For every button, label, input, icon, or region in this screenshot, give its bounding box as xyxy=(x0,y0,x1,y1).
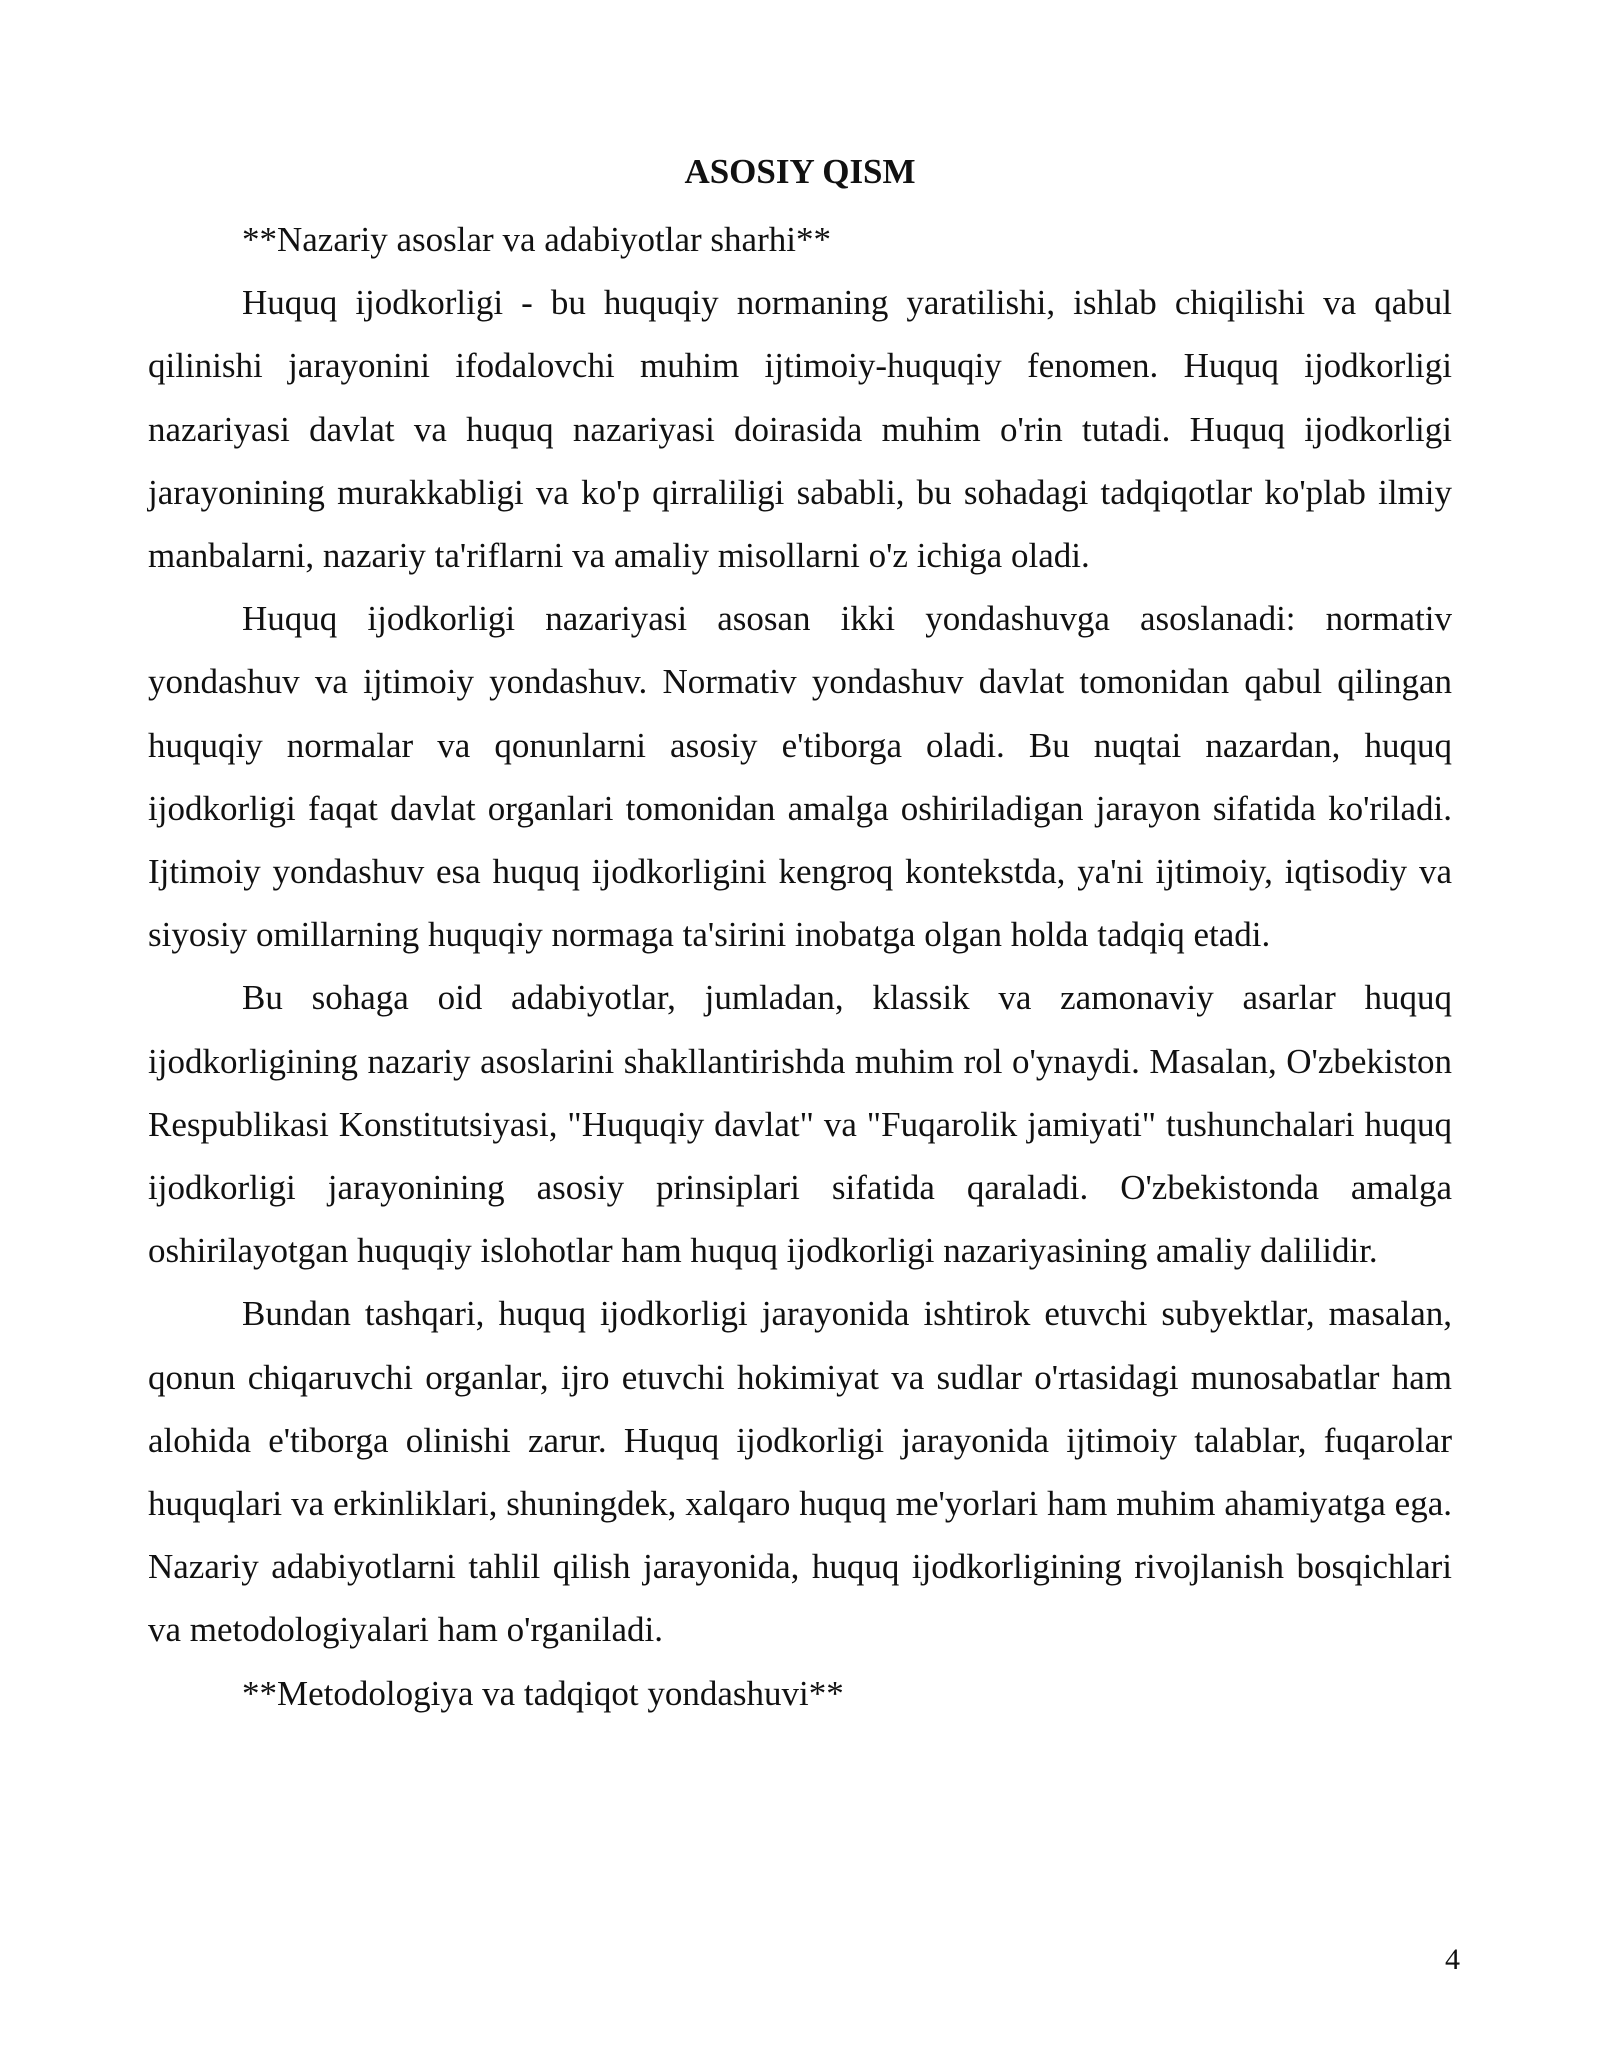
page-content xyxy=(148,148,1452,1725)
paragraph-1: Huquq ijodkorligi - bu huquqiy normaning yaratilishi, ishlab chiqilishi va qabul qilinishi jarayonini ifodalovchi muhim ijtimoiy-huquqiy fenomen. Huquq ijodkorligi nazariyasi davlat va huquq nazariyasi doirasida muhim o'rin tutadi. Huquq ijodkorligi jarayonining murakkabligi va ko'p qirraliligi sababli, bu sohadagi tadqiqotlar ko'plab ilmiy manbalarni, nazariy ta'riflarni va amaliy misollarni o'z ichiga oladi. xyxy=(148,283,1452,576)
page-number: 4 xyxy=(1445,1943,1460,1976)
page-heading: ASOSIY QISM xyxy=(684,152,916,191)
section-title-theory: **Nazariy asoslar va adabiyotlar sharhi** xyxy=(242,220,831,259)
paragraph-4: Bundan tashqari, huquq ijodkorligi jarayonida ishtirok etuvchi subyektlar, masalan, qonun chiqaruvchi organlar, ijro etuvchi hokimiyat va sudlar o'rtasidagi munosabatlar ham alohida e'tiborga olinishi zarur. Huquq ijodkorligi jarayonida ijtimoiy talablar, fuqarolar huquqlari va erkinliklari, shuningdek, xalqaro huquq me'yorlari ham muhim ahamiyatga ega. Nazariy adabiyotlarni tahlil qilish jarayonida, huquq ijodkorligining rivojlanish bosqichlari va metodologiyalari ham o'rganiladi. xyxy=(148,1294,1452,1650)
section-title-methodology: **Metodologiya va tadqiqot yondashuvi** xyxy=(242,1673,844,1713)
paragraph-3: Bu sohaga oid adabiyotlar, jumladan, klassik va zamonaviy asarlar huquq ijodkorligining nazariy asoslarini shakllantirishda muhim rol o'ynaydi. Masalan, O'zbekiston Respublikasi Konstitutsiyasi, "Huquqiy davlat" va "Fuqarolik jamiyati" tushunchalari huquq ijodkorligi jarayonining asosiy prinsiplari sifatida qaraladi. O'zbekistonda amalga oshirilayotgan huquqiy islohotlar ham huquq ijodkorligi nazariyasining amaliy dalilidir. xyxy=(148,978,1452,1271)
paragraph-2: Huquq ijodkorligi nazariyasi asosan ikki yondashuvga asoslanadi: normativ yondashuv va ijtimoiy yondashuv. Normativ yondashuv davlat tomonidan qabul qilingan huquqiy normalar va qonunlarni asosiy e'tiborga oladi. Bu nuqtai nazardan, huquq ijodkorligi faqat davlat organlari tomonidan amalga oshiriladigan jarayon sifatida ko'riladi. Ijtimoiy yondashuv esa huquq ijodkorligini kengroq kontekstda, ya'ni ijtimoiy, iqtisodiy va siyosiy omillarning huquqiy normaga ta'sirini inobatga olgan holda tadqiq etadi. xyxy=(148,599,1452,955)
